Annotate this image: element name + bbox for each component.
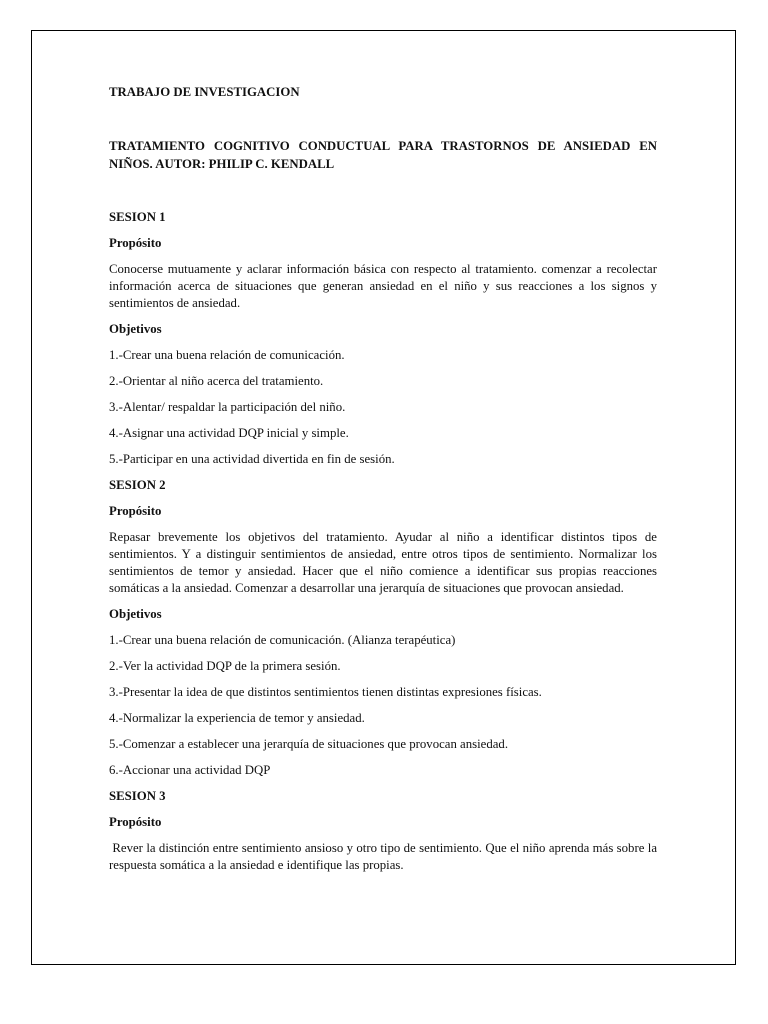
objectives-label: Objetivos	[109, 607, 162, 621]
purpose-text: Rever la distinción entre sentimiento ansioso y otro tipo de sentimiento. Que el niño aprenda más sobre la respuesta somática a la ansiedad e identifique las propias.	[109, 841, 661, 872]
purpose-label: Propósito	[109, 236, 162, 250]
document-title: TRABAJO DE INVESTIGACION	[109, 85, 300, 99]
session-2	[109, 477, 657, 779]
objective-item: 2.-Orientar al niño acerca del tratamiento.	[109, 374, 324, 388]
objective-item: 1.-Crear una buena relación de comunicación.	[109, 348, 345, 362]
objective-item: 5.-Comenzar a establecer una jerarquía de situaciones que provocan ansiedad.	[109, 737, 509, 751]
session-1	[109, 209, 657, 468]
objective-item: 3.-Alentar/ respaldar la participación del niño.	[109, 400, 346, 414]
purpose-text: Repasar brevemente los objetivos del tratamiento. Ayudar al niño a identificar distintos tipos de sentimientos. Y a distinguir sentimientos de ansiedad, entre otros tipos de sentimiento. Normalizar los sentimientos de temor y ansiedad. Hacer que el niño comience a identificar sus propias reacciones somáticas a la ansiedad. Comenzar a desarrollar una jerarquía de situaciones que provocan ansiedad.	[109, 530, 657, 595]
objective-item: 5.-Participar en una actividad divertida en fin de sesión.	[109, 452, 395, 466]
main-heading: TRATAMIENTO COGNITIVO CONDUCTUAL PARA TRASTORNOS DE ANSIEDAD EN NIÑOS. AUTOR: PHILIP C. KENDALL	[109, 139, 657, 171]
objective-item: 2.-Ver la actividad DQP de la primera sesión.	[109, 659, 341, 673]
session-title: SESION 3	[109, 789, 166, 803]
session-3	[109, 788, 661, 874]
purpose-label: Propósito	[109, 504, 162, 518]
objective-item: 4.-Normalizar la experiencia de temor y ansiedad.	[109, 711, 365, 725]
objective-item: 4.-Asignar una actividad DQP inicial y simple.	[109, 426, 349, 440]
purpose-label: Propósito	[109, 815, 162, 829]
objective-item: 3.-Presentar la idea de que distintos sentimientos tienen distintas expresiones físicas.	[109, 685, 542, 699]
session-title: SESION 1	[109, 210, 166, 224]
document-content	[109, 84, 661, 874]
objectives-label: Objetivos	[109, 322, 162, 336]
session-title: SESION 2	[109, 478, 166, 492]
objective-item: 6.-Accionar una actividad DQP	[109, 763, 271, 777]
objective-item: 1.-Crear una buena relación de comunicación. (Alianza terapéutica)	[109, 633, 456, 647]
purpose-text: Conocerse mutuamente y aclarar información básica con respecto al tratamiento. comenzar a recolectar información acerca de situaciones que generan ansiedad en el niño y sus reacciones a los signos y sentimientos de ansiedad.	[109, 262, 657, 310]
